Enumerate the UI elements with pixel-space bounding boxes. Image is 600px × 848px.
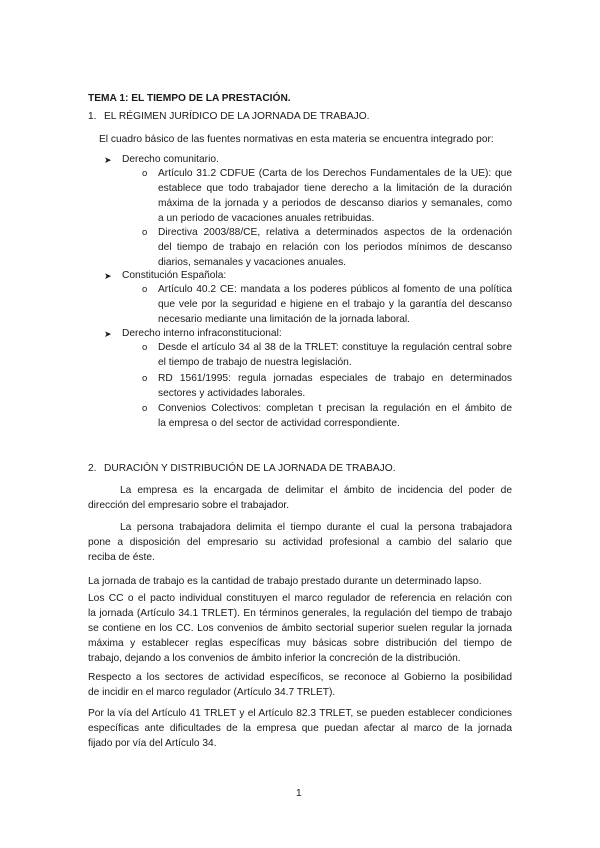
paragraph-line: pone a disposición del empresario su actividad profesional a cambio del salario que — [88, 537, 512, 548]
section-1-intro: El cuadro básico de las fuentes normativas en esta materia se encuentra integrado por: — [99, 134, 494, 145]
paragraph-line: específicas ante dificultades de la empresa que puedan afectar al marco de la jornada — [88, 723, 512, 734]
circle-bullet-icon: o — [142, 284, 148, 295]
paragraph-line: de incidir en el marco regulador (Artículo 34.7 TRLET). — [88, 687, 336, 698]
group-label-constitucion: Constitución Española: — [122, 270, 227, 281]
list-item-line: diarios, semanales y vacaciones anuales. — [158, 257, 347, 268]
paragraph-line: máxima y establecer reglas específicas muy básicas sobre distribución del tiempo de — [88, 638, 512, 649]
list-item-line: a un periodo de vacaciones anuales retribuidas. — [158, 213, 375, 224]
list-item-line: del tiempo de trabajo en relación con los periodos mínimos de descanso — [158, 242, 512, 253]
list-item-line: Artículo 31.2 CDFUE (Carta de los Derechos Fundamentales de la UE): que — [158, 168, 512, 179]
paragraph-line: dirección del empresario sobre el trabajador. — [88, 500, 290, 511]
document-heading: TEMA 1: EL TIEMPO DE LA PRESTACIÓN. — [88, 93, 291, 104]
paragraph-line: la jornada (Artículo 34.1 TRLET). En términos generales, la regulación del tiempo de trabajo — [88, 608, 512, 619]
circle-bullet-icon: o — [142, 342, 148, 353]
arrow-bullet-icon: ➤ — [104, 329, 112, 339]
circle-bullet-icon: o — [142, 168, 148, 179]
paragraph-line: se contiene en los CC. Los convenios de ámbito sectorial superior suelen regular la jornada — [88, 623, 512, 634]
circle-bullet-icon: o — [142, 373, 148, 384]
paragraph-line: fijado por vía del Artículo 34. — [88, 738, 217, 749]
list-item-line: el tiempo de trabajo de nuestra legislación. — [158, 357, 352, 368]
list-item-line: Artículo 40.2 CE: mandata a los poderes públicos al fomento de una política — [158, 284, 512, 295]
section-2-title: DURACIÓN Y DISTRIBUCIÓN DE LA JORNADA DE TRABAJO. — [104, 463, 396, 474]
circle-bullet-icon: o — [142, 227, 148, 238]
list-item-line: la empresa o del sector de actividad correspondiente. — [158, 418, 400, 429]
paragraph-line: La empresa es la encargada de delimitar el ámbito de incidencia del poder de — [120, 485, 512, 496]
circle-bullet-icon: o — [142, 403, 148, 414]
paragraph-line: Por la vía del Artículo 41 TRLET y el Artículo 82.3 TRLET, se pueden establecer condiciones — [88, 708, 512, 719]
paragraph-line: Los CC o el pacto individual constituyen el marco regulador de referencia en relación con — [88, 593, 512, 604]
list-item-line: Convenios Colectivos: completan t precisan la regulación en el ámbito de — [158, 403, 512, 414]
arrow-bullet-icon: ➤ — [104, 155, 112, 165]
paragraph-line: Respecto a los sectores de actividad específicos, se reconoce al Gobierno la posibilidad — [88, 672, 512, 683]
list-item-line: máxima de la jornada y a periodos de descanso diarios y semanales, como — [158, 198, 512, 209]
paragraph-line: reciba de éste. — [88, 552, 155, 563]
list-item-line: necesario mediante una limitación de la jornada laboral. — [158, 314, 411, 325]
section-2-number: 2. — [88, 463, 97, 474]
list-item-line: establece que todo trabajador tiene derecho a la limitación de la duración — [158, 183, 512, 194]
paragraph-line: trabajo, dejando a los convenios de ámbito inferior la concreción de la distribución. — [88, 653, 461, 664]
list-item-line: RD 1561/1995: regula jornadas especiales de trabajo en determinados — [158, 373, 512, 384]
list-item-line: Desde el artículo 34 al 38 de la TRLET: constituye la regulación central sobre — [158, 342, 512, 353]
paragraph-line: La jornada de trabajo es la cantidad de trabajo prestado durante un determinado lapso. — [88, 576, 482, 587]
list-item-line: Directiva 2003/88/CE, relativa a determinados aspectos de la ordenación — [158, 227, 512, 238]
group-label-derecho-interno: Derecho interno infraconstitucional: — [122, 328, 282, 339]
paragraph-line: La persona trabajadora delimita el tiempo durante el cual la persona trabajadora — [120, 522, 512, 533]
list-item-line: sectores y actividades laborales. — [158, 388, 306, 399]
section-1-title: EL RÉGIMEN JURÍDICO DE LA JORNADA DE TRABAJO. — [104, 111, 370, 122]
section-1-number: 1. — [88, 111, 97, 122]
page-number: 1 — [296, 788, 302, 799]
arrow-bullet-icon: ➤ — [104, 271, 112, 281]
group-label-derecho-comunitario: Derecho comunitario. — [122, 154, 219, 165]
list-item-line: que vele por la seguridad e higiene en el trabajo y la garantía del descanso — [158, 299, 512, 310]
